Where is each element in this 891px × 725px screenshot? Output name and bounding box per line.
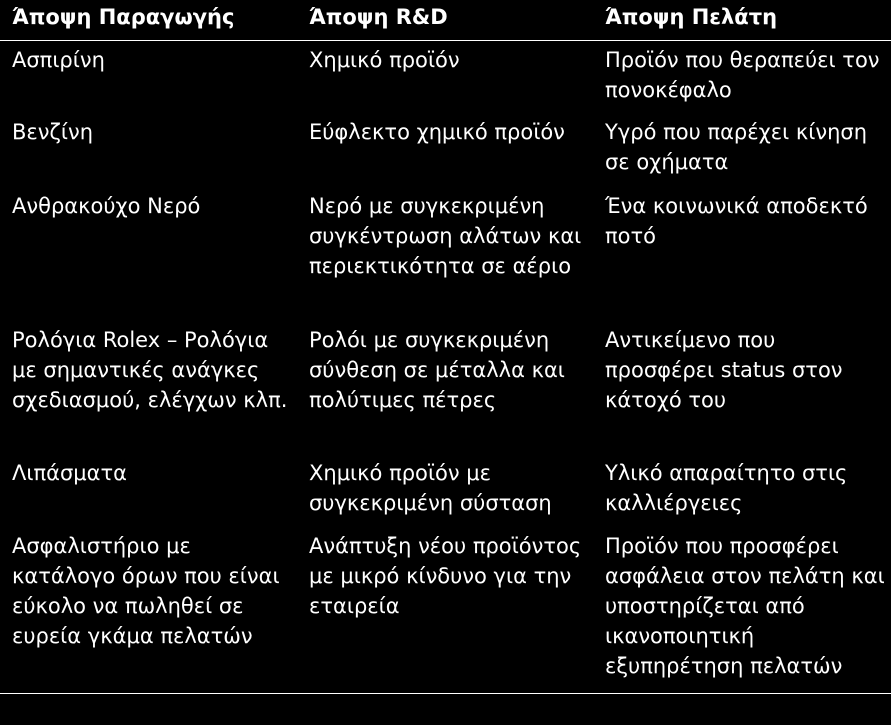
table-cell: Ανάπτυξη νέου προϊόντος με μικρό κίνδυνο για την εταιρεία	[309, 534, 582, 618]
table-row	[0, 321, 891, 454]
table-cell: Ρολόγια Rolex – Ρολόγια με σημαντικές ανάγκες σχεδιασμού, ελέγχων κλπ.	[12, 328, 288, 412]
table-row	[0, 187, 891, 321]
table-row	[0, 41, 891, 113]
table-cell: Ένα κοινωνικά αποδεκτό ποτό	[605, 194, 868, 248]
table-cell: Λιπάσματα	[12, 461, 127, 485]
table-cell: Νερό με συγκεκριμένη συγκέντρωση αλάτων και περιεκτικότητα σε αέριο	[309, 194, 582, 278]
table-cell: Υγρό που παρέχει κίνηση σε οχήματα	[605, 120, 867, 174]
table-cell: Προϊόν που προσφέρει ασφάλεια στον πελάτη και υποστηρίζεται από ικανοποιητική εξυπηρέτηση πελατών	[605, 534, 885, 678]
table-row	[0, 527, 891, 687]
table-bottom-border	[0, 693, 891, 694]
table-cell: Αντικείμενο που προσφέρει status στον κάτοχό του	[605, 328, 843, 412]
table-cell: Ανθρακούχο Νερό	[12, 194, 201, 218]
table-cell: Προϊόν που θεραπεύει τον πονοκέφαλο	[605, 48, 880, 102]
table-row	[0, 113, 891, 187]
table-cell: Ρολόι με συγκεκριμένη σύνθεση σε μέταλλα και πολύτιμες πέτρες	[309, 328, 565, 412]
table-header-row	[0, 0, 891, 41]
table-cell: Ασφαλιστήριο με κατάλογο όρων που είναι εύκολο να πωληθεί σε ευρεία γκάμα πελατών	[12, 534, 280, 648]
header-rnd-view: Άποψη R&D	[309, 5, 448, 29]
table-cell: Χημικό προϊόν με συγκεκριμένη σύσταση	[309, 461, 552, 515]
table-row	[0, 454, 891, 527]
table-cell: Βενζίνη	[12, 120, 94, 144]
table-cell: Χημικό προϊόν	[309, 48, 460, 72]
table-cell: Ασπιρίνη	[12, 48, 105, 72]
header-production-view: Άποψη Παραγωγής	[12, 5, 235, 29]
table-cell: Εύφλεκτο χημικό προϊόν	[309, 120, 565, 144]
header-customer-view: Άποψη Πελάτη	[605, 5, 778, 29]
table-cell: Υλικό απαραίτητο στις καλλιέργειες	[605, 461, 848, 515]
